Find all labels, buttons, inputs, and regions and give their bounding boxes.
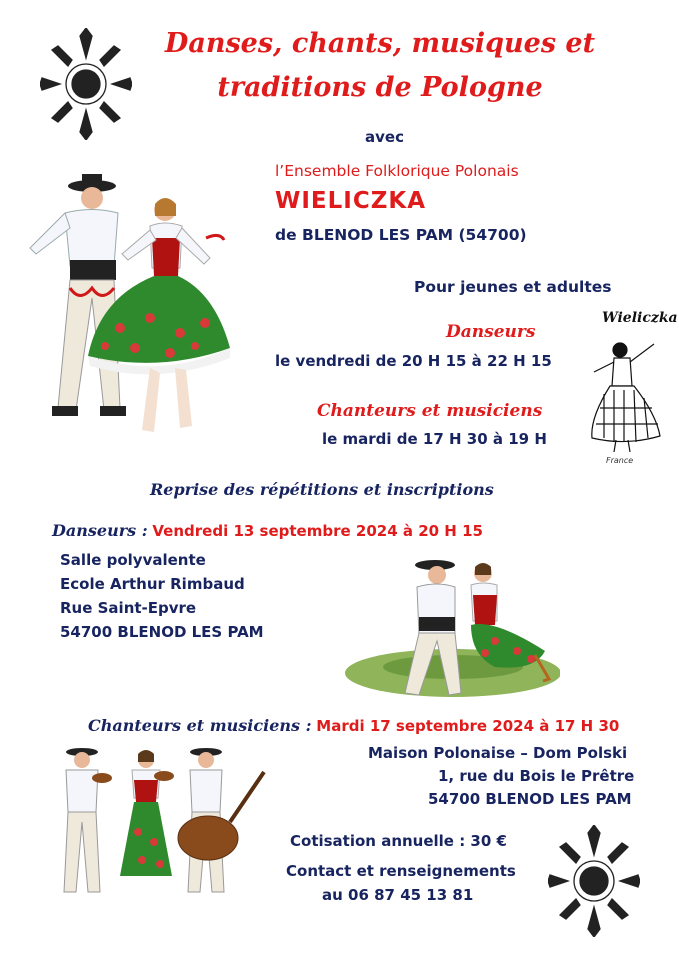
dancing-couple-image [10,168,230,443]
dancers-reprise-label: Danseurs : [52,521,148,540]
logo-name: Wieliczka [602,310,678,326]
dancers-reprise-date: Vendredi 13 septembre 2024 à 20 H 15 [152,522,483,540]
logo-country: France [606,456,634,465]
seated-couple-image [345,555,560,705]
singers-address-line: 54700 BLENOD LES PAM [428,790,632,808]
reprise-heading: Reprise des répétitions et inscriptions [150,480,494,499]
contact-phone: au 06 87 45 13 81 [322,886,474,904]
dancers-reprise-row [52,521,483,540]
dancers-address-line: Rue Saint-Epvre [60,599,197,617]
folk-flower-ornament-top-icon [40,28,132,140]
poster-title-line2: traditions de Pologne [217,72,543,103]
audience-text: Pour jeunes et adultes [414,278,612,296]
singers-address-line: Maison Polonaise – Dom Polski [368,744,628,762]
dancers-address-line: Salle polyvalente [60,551,206,569]
dancers-address-line: 54700 BLENOD LES PAM [60,623,264,641]
singers-reprise-date: Mardi 17 septembre 2024 à 17 H 30 [316,717,620,735]
dancers-address [60,548,264,644]
singers-time: le mardi de 17 H 30 à 19 H [322,430,547,448]
contact-line1: Contact et renseignements [286,862,516,880]
avec-text: avec [365,128,404,146]
singers-reprise-row [88,716,619,735]
folk-flower-ornament-bottom-icon [548,825,640,937]
dancers-time: le vendredi de 20 H 15 à 22 H 15 [275,352,552,370]
cotisation-text: Cotisation annuelle : 30 € [290,832,507,850]
poster-title-line1: Danses, chants, musiques et [164,28,596,59]
ensemble-text: l’Ensemble Folklorique Polonais [275,162,519,180]
ensemble-location: de BLENOD LES PAM (54700) [275,226,527,244]
musicians-image [50,742,270,902]
singers-address-line: 1, rue du Bois le Prêtre [438,767,635,785]
dancers-label: Danseurs [446,322,536,342]
singers-label: Chanteurs et musiciens [317,401,543,421]
dancers-address-line: Ecole Arthur Rimbaud [60,575,245,593]
singers-reprise-label: Chanteurs et musiciens : [88,716,312,735]
wieliczka-logo [580,310,678,470]
ensemble-name: WIELICZKA [275,188,427,214]
